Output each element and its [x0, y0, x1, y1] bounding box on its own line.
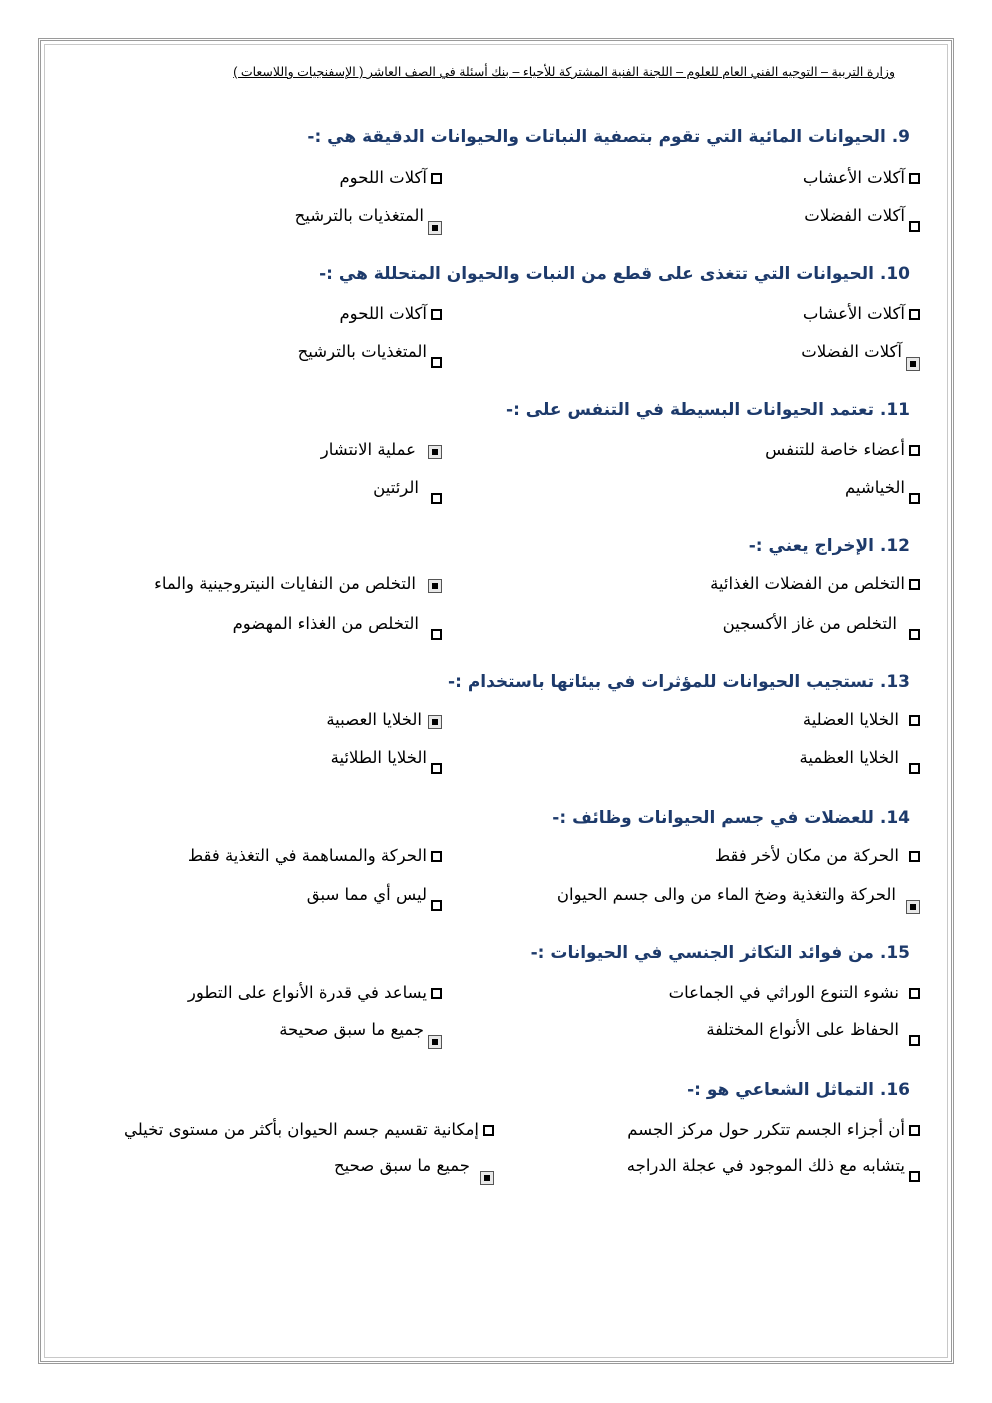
checked-checkbox-icon[interactable]	[428, 221, 442, 235]
checkbox-icon[interactable]	[909, 851, 920, 862]
option-9-b[interactable]: آكلات اللحوم	[339, 168, 442, 187]
option-16-a[interactable]: أن أجزاء الجسم تتكرر حول مركز الجسم	[627, 1120, 920, 1139]
checked-checkbox-icon[interactable]	[428, 579, 442, 593]
option-10-c[interactable]: آكلات الفضلات	[801, 342, 920, 371]
checkbox-icon[interactable]	[909, 309, 920, 320]
question-13: 13. تستجيب الحيوانات للمؤثرات في بيئاتها باستخدام :-	[448, 672, 910, 692]
option-15-c[interactable]: الحفاظ على الأنواع المختلفة	[706, 1020, 920, 1046]
option-13-d[interactable]: الخلايا الطلائية	[331, 748, 442, 774]
checkbox-icon[interactable]	[909, 715, 920, 726]
option-16-c[interactable]: يتشابه مع ذلك الموجود في عجلة الدراجه	[627, 1156, 920, 1182]
option-16-b[interactable]: إمكانية تقسيم جسم الحيوان بأكثر من مستوى تخيلي	[124, 1120, 494, 1139]
question-11: 11. تعتمد الحيوانات البسيطة في التنفس على :-	[506, 400, 910, 420]
option-14-d[interactable]: ليس أي مما سبق	[307, 885, 442, 911]
checkbox-icon[interactable]	[909, 579, 920, 590]
question-16: 16. التماثل الشعاعي هو :-	[687, 1080, 910, 1100]
option-11-a[interactable]: أعضاء خاصة للتنفس	[765, 440, 920, 459]
option-15-b[interactable]: يساعد في قدرة الأنواع على التطور	[188, 983, 442, 1002]
option-10-d[interactable]: المتغذيات بالترشيح	[298, 342, 442, 368]
option-10-a[interactable]: آكلات الأعشاب	[803, 304, 920, 323]
checkbox-icon[interactable]	[431, 851, 442, 862]
option-9-a[interactable]: آكلات الأعشاب	[803, 168, 920, 187]
question-14: 14. للعضلات في جسم الحيوانات وظائف :-	[552, 808, 910, 828]
checkbox-icon[interactable]	[431, 763, 442, 774]
option-14-c[interactable]: الحركة والتغذية وضخ الماء من والى جسم الحيوان	[557, 885, 920, 914]
checked-checkbox-icon[interactable]	[906, 357, 920, 371]
checkbox-icon[interactable]	[909, 1125, 920, 1136]
question-15: 15. من فوائد التكاثر الجنسي في الحيوانات :-	[530, 943, 910, 963]
checkbox-icon[interactable]	[483, 1125, 494, 1136]
checked-checkbox-icon[interactable]	[428, 1035, 442, 1049]
checkbox-icon[interactable]	[909, 763, 920, 774]
checkbox-icon[interactable]	[431, 493, 442, 504]
checkbox-icon[interactable]	[909, 445, 920, 456]
option-13-b[interactable]: الخلايا العصبية	[326, 710, 442, 729]
checked-checkbox-icon[interactable]	[906, 900, 920, 914]
question-12: 12. الإخراج يعني :-	[748, 536, 910, 556]
checkbox-icon[interactable]	[909, 1171, 920, 1182]
checkbox-icon[interactable]	[909, 493, 920, 504]
checkbox-icon[interactable]	[909, 988, 920, 999]
question-10: 10. الحيوانات التي تتغذى على قطع من النبات والحيوان المتحللة هي :-	[319, 264, 910, 284]
option-13-c[interactable]: الخلايا العظمية	[800, 748, 920, 774]
checkbox-icon[interactable]	[909, 1035, 920, 1046]
option-16-d[interactable]: جميع ما سبق صحيح	[334, 1156, 494, 1185]
checkbox-icon[interactable]	[431, 988, 442, 999]
option-12-c[interactable]: التخلص من غاز الأكسجين	[723, 614, 920, 640]
option-10-b[interactable]: آكلات اللحوم	[339, 304, 442, 323]
option-9-d[interactable]: المتغذيات بالترشيح	[295, 206, 442, 235]
option-12-b[interactable]: التخلص من النفايات النيتروجينية والماء	[154, 574, 442, 593]
option-11-b[interactable]: عملية الانتشار	[321, 440, 442, 459]
checkbox-icon[interactable]	[909, 629, 920, 640]
checkbox-icon[interactable]	[431, 173, 442, 184]
option-14-a[interactable]: الحركة من مكان لأخر فقط	[715, 846, 920, 865]
checkbox-icon[interactable]	[431, 357, 442, 368]
checked-checkbox-icon[interactable]	[428, 445, 442, 459]
option-15-d[interactable]: جميع ما سبق صحيحة	[279, 1020, 442, 1049]
option-12-a[interactable]: التخلص من الفضلات الغذائية	[710, 574, 920, 593]
checkbox-icon[interactable]	[909, 173, 920, 184]
option-13-a[interactable]: الخلايا العضلية	[803, 710, 920, 729]
checkbox-icon[interactable]	[431, 309, 442, 320]
option-12-d[interactable]: التخلص من الغذاء المهضوم	[233, 614, 442, 640]
checkbox-icon[interactable]	[431, 629, 442, 640]
option-14-b[interactable]: الحركة والمساهمة في التغذية فقط	[188, 846, 442, 865]
checkbox-icon[interactable]	[909, 221, 920, 232]
option-11-c[interactable]: الخياشيم	[845, 478, 920, 504]
option-15-a[interactable]: نشوء التنوع الوراثي في الجماعات	[669, 983, 920, 1002]
checked-checkbox-icon[interactable]	[428, 715, 442, 729]
page-header: وزارة التربية – التوجيه الفني العام للعلوم – اللجنة الفنية المشتركة للأحياء – بنك أسئلة في الصف العاشر ( الإسفنجيات واللاسعات )	[233, 65, 895, 79]
option-9-c[interactable]: آكلات الفضلات	[804, 206, 920, 232]
checked-checkbox-icon[interactable]	[480, 1171, 494, 1185]
question-9: 9. الحيوانات المائية التي تقوم بتصفية النباتات والحيوانات الدقيقة هي :-	[307, 127, 910, 147]
checkbox-icon[interactable]	[431, 900, 442, 911]
option-11-d[interactable]: الرئتين	[373, 478, 442, 504]
